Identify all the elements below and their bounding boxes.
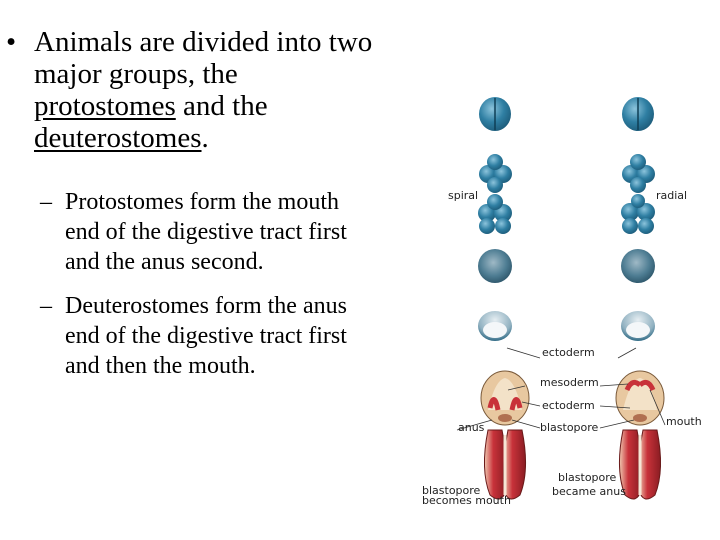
main-bullet-line-4-rest: . — [201, 122, 209, 154]
eight-cell-stage-left — [479, 154, 512, 193]
label-blastopore-became-anus-2: became anus — [552, 485, 626, 498]
sub-bullet-line: and then the mouth. — [65, 353, 256, 379]
main-bullet — [6, 26, 416, 154]
protostomes-term: protostomes — [34, 90, 176, 122]
main-bullet-line-2: major groups, the — [34, 58, 238, 90]
deuterostomes-term: deuterostomes — [34, 122, 202, 154]
label-blastopore-became-anus-1: blastopore — [558, 471, 617, 484]
label-mesoderm: mesoderm — [540, 376, 599, 389]
main-bullet-line-4 — [34, 122, 416, 154]
label-ectoderm: ectoderm — [542, 346, 595, 359]
gastrula-stage-right — [616, 371, 664, 425]
label-ectoderm-2: ectoderm — [542, 399, 595, 412]
gastrula-stage-left — [481, 371, 529, 425]
embryo-development-figure — [410, 90, 720, 540]
blastula-stage-right — [621, 311, 655, 341]
two-cell-stage-left — [479, 97, 511, 131]
embryo-final-left — [484, 430, 525, 499]
sub-bullet-protostomes — [40, 187, 410, 277]
sub-bullet-line: end of the digestive tract first — [65, 323, 347, 349]
blastula-stage-left — [478, 311, 512, 341]
label-blastopore: blastopore — [540, 421, 599, 434]
sub-bullet-dash: – — [40, 293, 52, 319]
morula-stage-left — [478, 249, 512, 283]
sub-bullet-deuterostomes — [40, 291, 410, 381]
main-bullet-line-1: Animals are divided into two — [34, 26, 373, 58]
morula-stage-right — [621, 249, 655, 283]
main-bullet-line-3-rest: and the — [175, 90, 268, 122]
main-bullet-line-3 — [34, 90, 416, 122]
label-blastopore-becomes-mouth-2: becomes mouth — [422, 494, 511, 507]
sub-bullet-line: and the anus second. — [65, 249, 264, 275]
sub-bullet-line: end of the digestive tract first — [65, 219, 347, 245]
radial-cleavage-stage-right — [621, 194, 655, 234]
sub-bullet-line: Deuterostomes form the anus — [65, 293, 347, 319]
label-radial: radial — [656, 189, 688, 202]
sub-bullet-dash: – — [40, 189, 52, 215]
label-anus: anus — [458, 421, 485, 434]
label-blastopore-becomes-mouth-1: blastopore — [422, 484, 481, 497]
spiral-cleavage-stage-left — [478, 194, 512, 234]
two-cell-stage-right — [622, 97, 654, 131]
eight-cell-stage-right — [622, 154, 655, 193]
sub-bullet-line: Protostomes form the mouth — [65, 189, 339, 215]
label-mouth: mouth — [666, 415, 702, 428]
label-spiral: spiral — [448, 189, 479, 202]
bullet-dot: • — [6, 26, 17, 58]
